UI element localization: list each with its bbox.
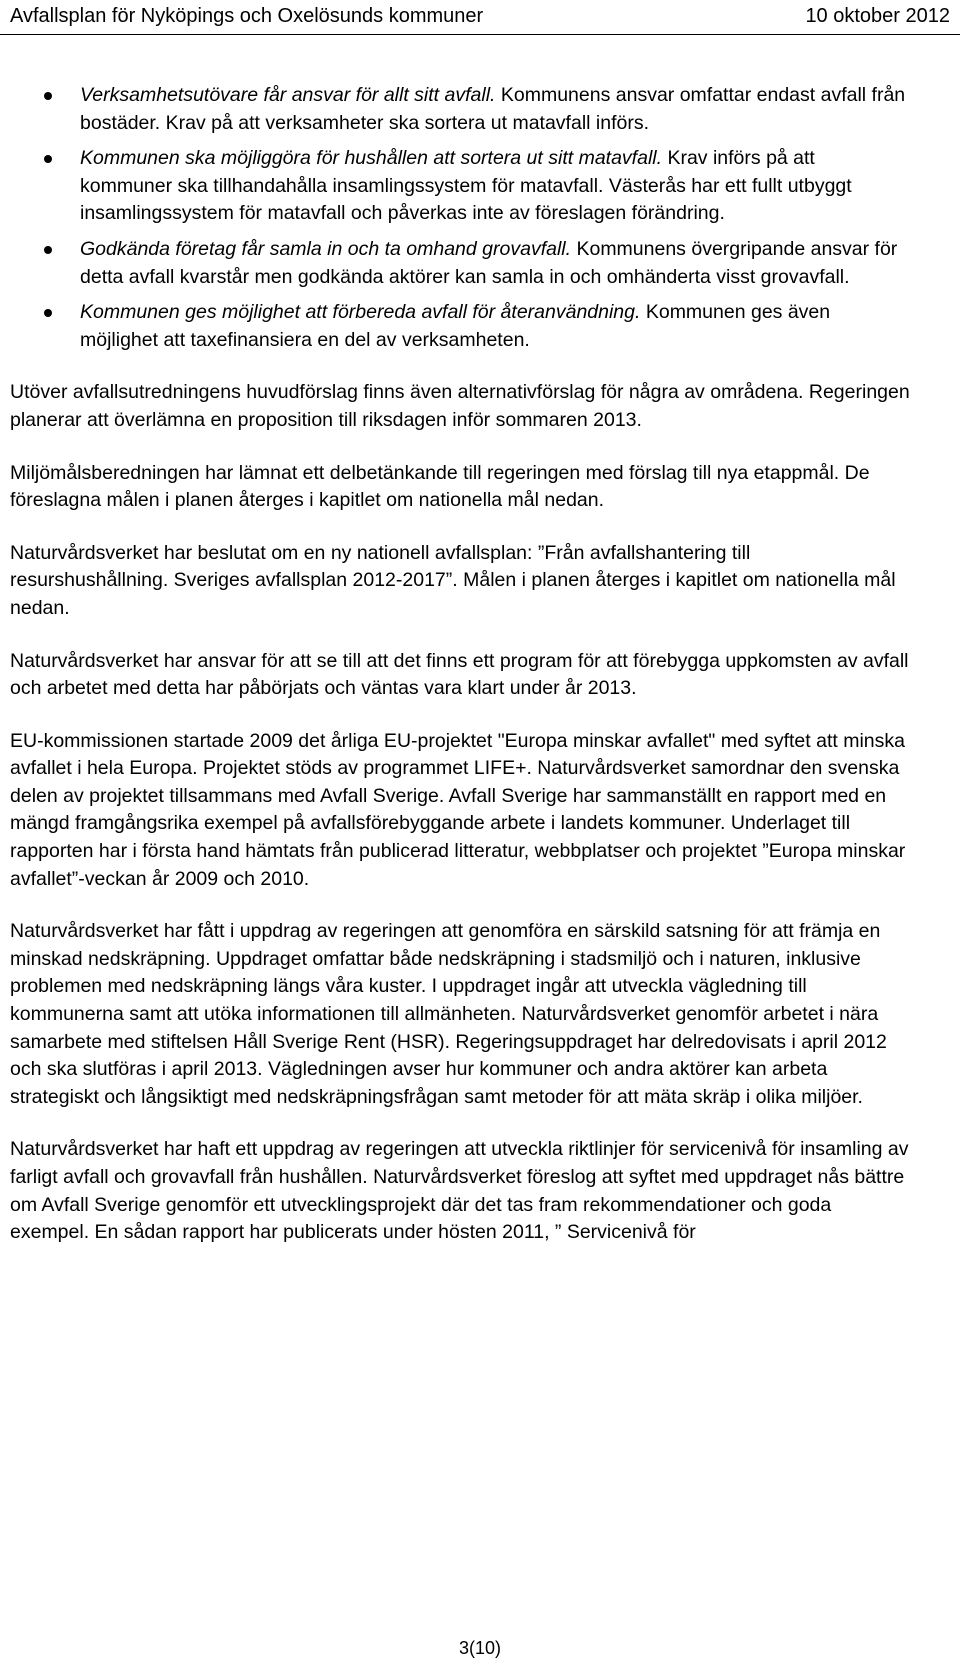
bullet-lead: Kommunen ges möjlighet att förbereda avfall för återanvändning. — [80, 301, 641, 324]
page-header — [0, 0, 960, 38]
bullet-list — [10, 82, 910, 354]
paragraph-service-level: Naturvårdsverket har haft ett uppdrag av regeringen att utveckla riktlinjer för servicenivå för insamling av farligt avfall och grovavfall från hushållen. Naturvårdsverket föreslog att syftet med uppdraget nås bättre om Avfall Sverige genomför ett utvecklingsprojekt där det tas fram rekommendationer och goda exempel. En sådan rapport har publicerats under hösten 2011, ” Servicenivå för — [10, 1138, 909, 1244]
header-divider — [0, 34, 960, 35]
list-item — [10, 82, 910, 137]
list-item — [10, 145, 910, 228]
page-number: 3(10) — [458, 1638, 502, 1658]
paragraph-milestone-goals: Miljömålsberedningen har lämnat ett delbetänkande till regeringen med förslag till nya etappmål. De föreslagna målen i planen återges i kapitlet om nationella mål nedan. — [10, 461, 870, 512]
page-body — [10, 82, 910, 1247]
bullet-lead: Godkända företag får samla in och ta omhand grovavfall. — [80, 237, 572, 260]
paragraph-alternatives: Utöver avfallsutredningens huvudförslag finns även alternativförslag för några av områdena. Regeringen planerar att överlämna en proposition till riksdagen inför sommaren 2013. — [10, 381, 910, 431]
bullet-lead: Kommunen ska möjliggöra för hushållen att sortera ut sitt matavfall. — [80, 147, 663, 170]
paragraph-prevention-program: Naturvårdsverket har ansvar för att se till att det finns ett program för att förebygga uppkomsten av avfall och arbetet med detta har påbörjats och väntas vara klart under år 2013. — [10, 649, 909, 700]
paragraph-littering: Naturvårdsverket har fått i uppdrag av regeringen att genomföra en särskild satsning för att främja en minskad nedskräpning. Uppdraget omfattar både nedskräpning i stadsmiljö och i naturen, inklusive problemen med nedskräpning längs våra kuster. I uppdraget ingår att utveckla vägledning till kommunerna samt att utöka informationen till allmänheten. Naturvårdsverket genomför arbetet i nära samarbete med stiftelsen Håll Sverige Rent (HSR). Regeringsuppdraget har delredovisats i april 2012 och ska slutföras i april 2013. Vägledningen avser hur kommuner och andra aktörer kan arbeta strategiskt och långsiktigt med nedskräpningsfrågan samt metoder för att mäta skräp i olika miljöer. — [10, 920, 887, 1108]
bullet-icon — [44, 246, 52, 254]
document-title: Avfallsplan för Nyköpings och Oxelösunds kommuner — [10, 5, 484, 27]
bullet-text: Krav införs på att kommuner ska tillhandahålla insamlingssystem för matavfall. Västerås har ett fullt utbyggt insamlingssystem för matavfall och påverkas inte av föreslagen förändring. — [80, 147, 852, 225]
bullet-text: Kommunens ansvar omfattar endast avfall från bostäder. Krav på att verksamheter ska sortera ut matavfall införs. — [80, 84, 906, 134]
bullet-text: Kommunens övergripande ansvar för detta avfall kvarstår men godkända aktörer kan samla in och omhänderta visst grovavfall. — [80, 237, 898, 288]
bullet-lead: Verksamhetsutövare får ansvar för allt sitt avfall. — [80, 84, 496, 106]
paragraph-national-plan: Naturvårdsverket har beslutat om en ny nationell avfallsplan: ”Från avfallshantering till resurshushållning. Sveriges avfallsplan 2012-2017”. Målen i planen återges i kapitlet om nationella mål nedan. — [10, 541, 896, 619]
paragraph-eu-project: EU-kommissionen startade 2009 det årliga EU-projektet "Europa minskar avfallet" med syftet att minska avfallet i hela Europa. Projektet stöds av programmet LIFE+. Naturvårdsverket samordnar den svenska delen av projektet tillsammans med Avfall Sverige. Avfall Sverige har sammanställt en rapport med en mängd framgångsrika exempel på avfallsförebyggande arbete i landets kommuner. Underlaget till rapporten har i första hand hämtats från publicerad litteratur, webbplatser och projektet ”Europa minskar avfallet”-veckan år 2009 och 2010. — [10, 729, 906, 890]
bullet-text: Kommunen ges även möjlighet att taxefinansiera en del av verksamheten. — [80, 301, 831, 351]
document-date: 10 oktober 2012 — [805, 5, 950, 27]
bullet-icon — [44, 309, 52, 317]
list-item — [10, 299, 910, 354]
bullet-icon — [44, 92, 52, 100]
bullet-icon — [44, 155, 52, 163]
list-item — [10, 236, 910, 291]
